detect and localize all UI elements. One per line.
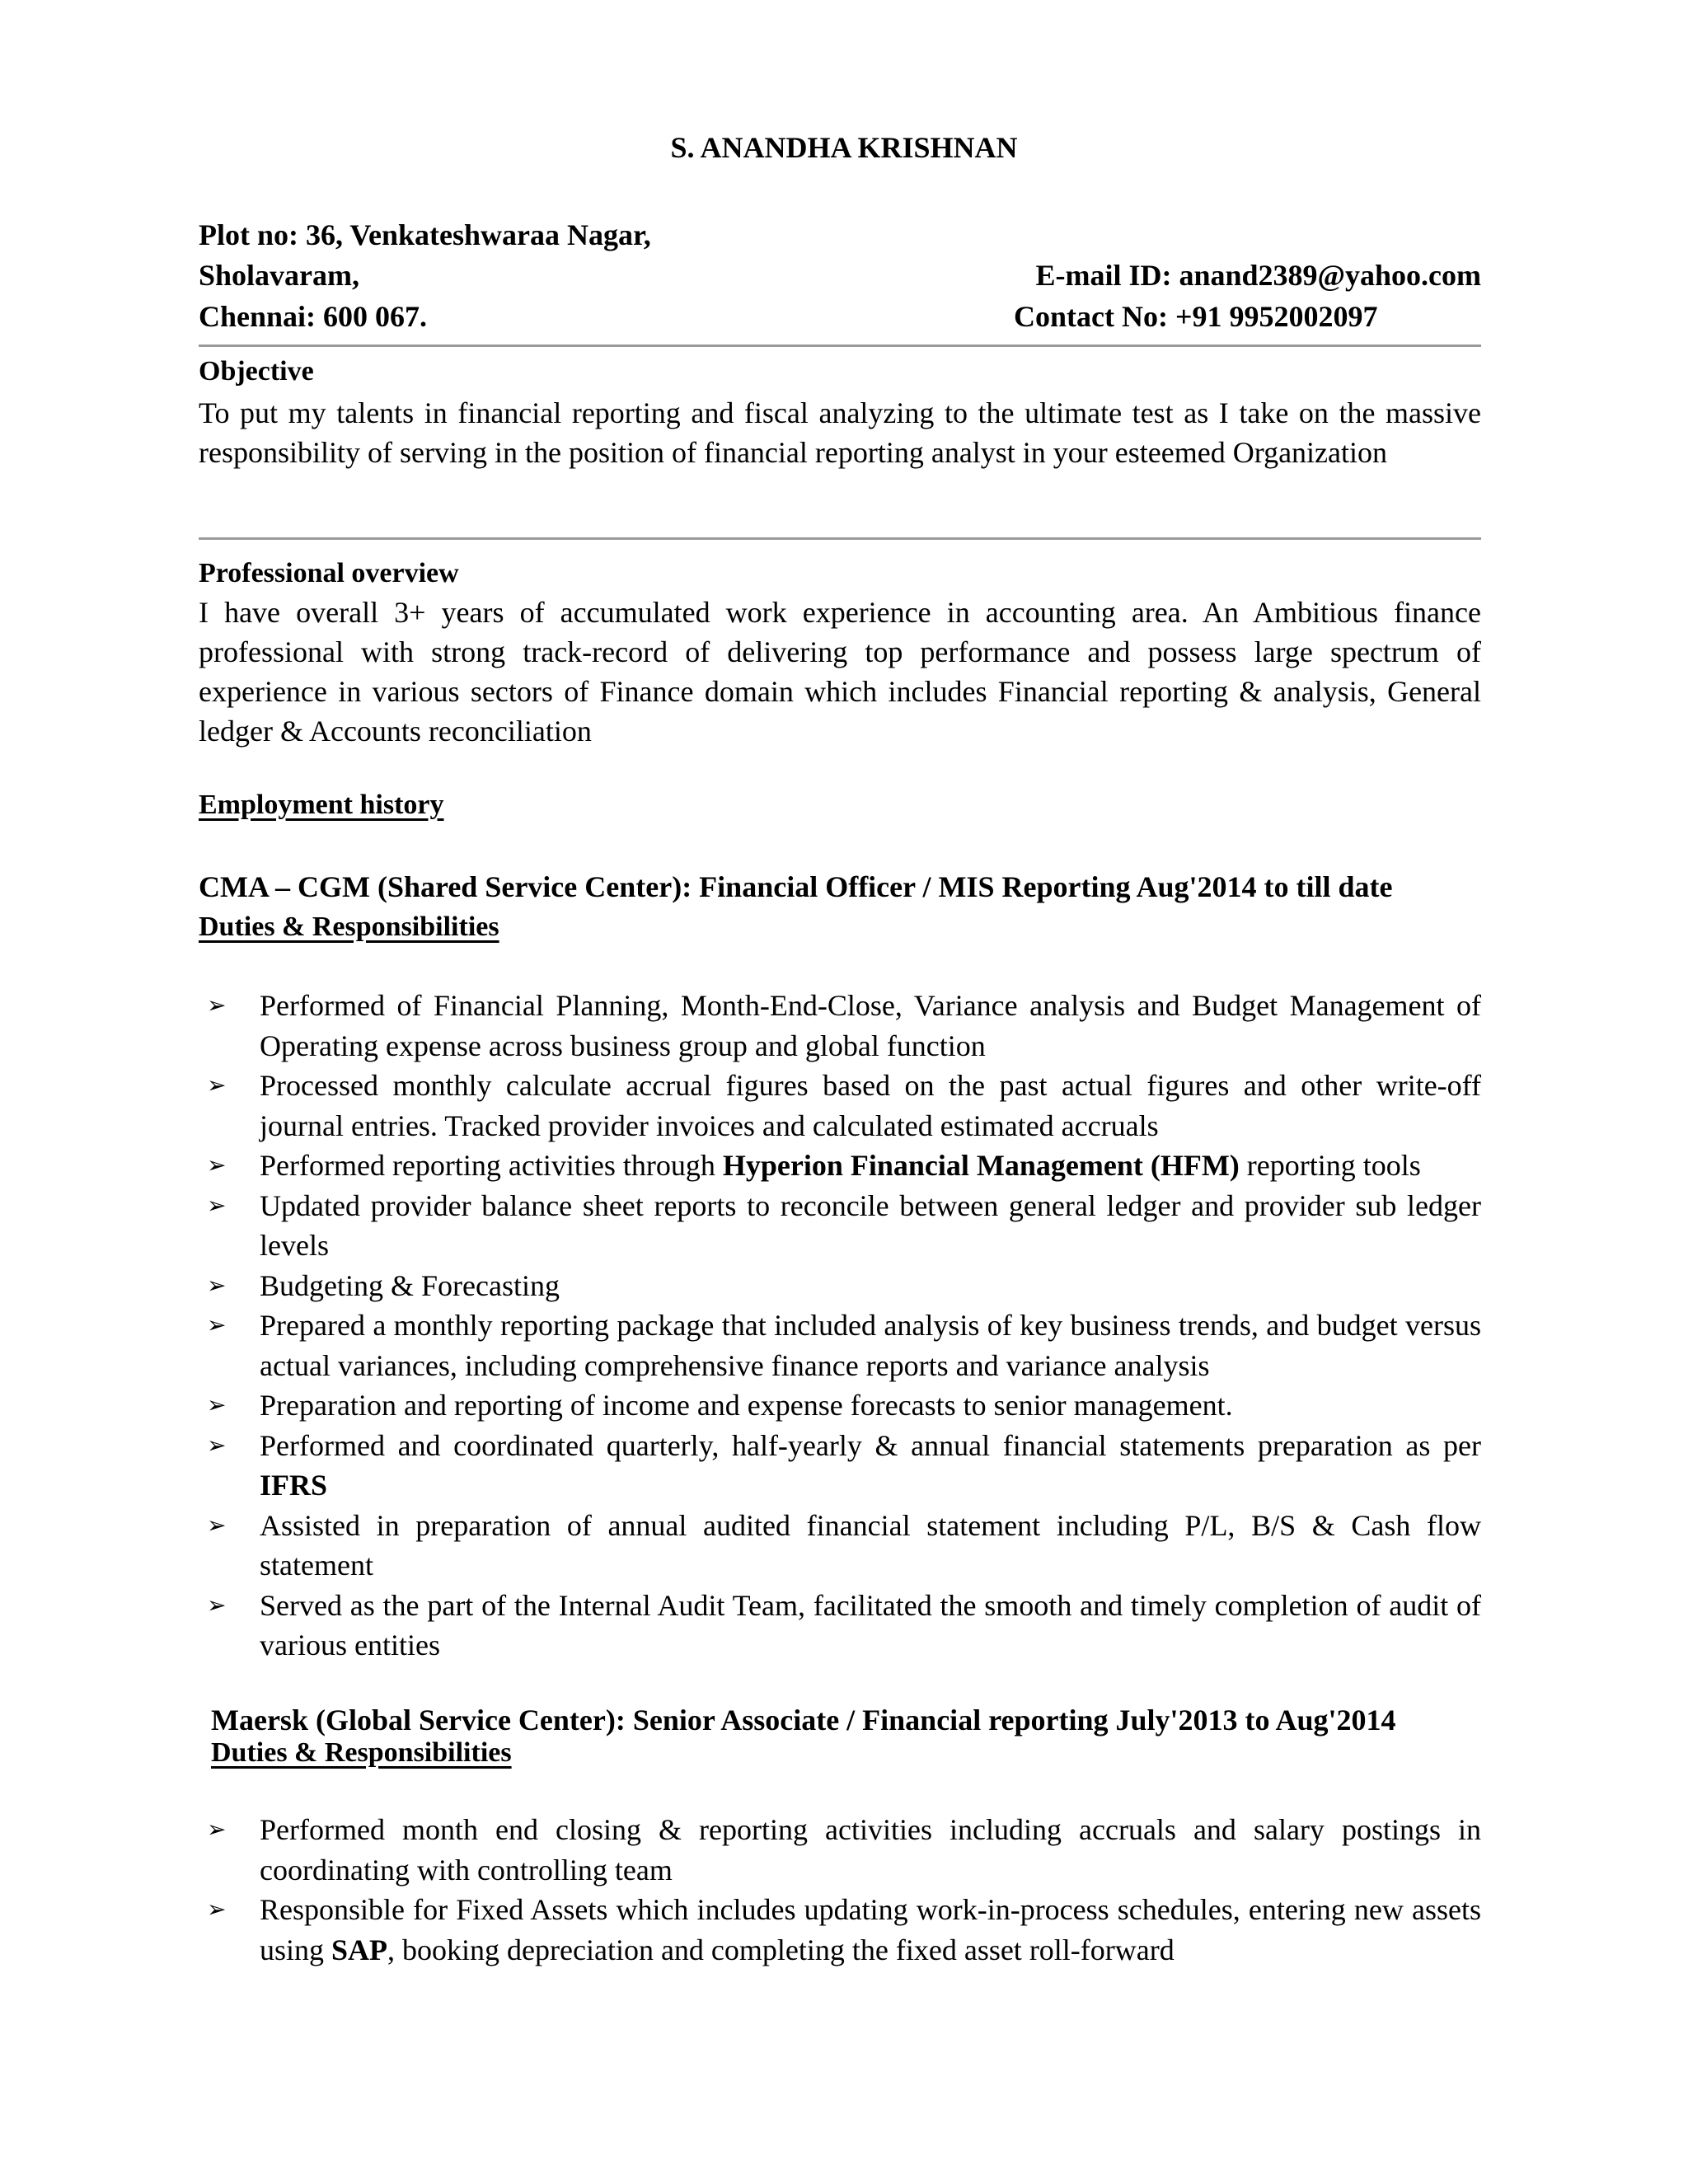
job2-duties-heading: Duties & Responsibilities [211,1737,512,1768]
overview-heading: Professional overview [199,558,459,588]
list-item: ➢ Performed of Financial Planning, Month-End-Close, Variance analysis and Budget Management of Operating expense across business group and global function [199,986,1481,1066]
contact-number: Contact No: +91 9952002097 [1014,300,1378,333]
job1-duties-list [199,986,1481,1666]
list-item: ➢ Updated provider balance sheet reports to reconcile between general ledger and provider sub ledger levels [199,1186,1481,1266]
arrow-bullet-icon: ➢ [207,1311,227,1338]
objective-text: To put my talents in financial reporting and fiscal analyzing to the ultimate test as I take on the massive responsibility of serving in the position of financial reporting analyst in your esteemed Organization [199,396,1481,469]
job1-duties-heading: Duties & Responsibilities [199,912,499,942]
arrow-bullet-icon: ➢ [207,1151,227,1179]
list-item: ➢ Budgeting & Forecasting [199,1266,1481,1306]
list-item: ➢ Processed monthly calculate accrual figures based on the past actual figures and other write-off journal entries. Tracked provider invoices and calculated estimated accruals [199,1066,1481,1146]
email-address: E-mail ID: anand2389@yahoo.com [1035,259,1481,292]
arrow-bullet-icon: ➢ [207,1271,227,1299]
arrow-bullet-icon: ➢ [207,1071,227,1099]
arrow-bullet-icon: ➢ [207,1896,227,1923]
arrow-bullet-icon: ➢ [207,991,227,1019]
list-item: ➢ Assisted in preparation of annual audited financial statement including P/L, B/S & Cash flow statement [199,1506,1481,1586]
job2-duties-list [199,1810,1481,1970]
overview-text: I have overall 3+ years of accumulated work experience in accounting area. An Ambitious finance professional with strong track-record of delivering top performance and possess large spectrum of experience in various sectors of Finance domain which includes Financial reporting & analysis, General ledger & Accounts reconciliation [199,596,1481,748]
address-line-3: Chennai: 600 067. [199,300,428,333]
list-item: ➢ Performed and coordinated quarterly, half-yearly & annual financial statements preparation as per IFRS [199,1426,1481,1506]
arrow-bullet-icon: ➢ [207,1591,227,1619]
job2-title: Maersk (Global Service Center): Senior Associate / Financial reporting July'2013 to Aug'2014 [211,1704,1396,1736]
employment-heading: Employment history [199,790,444,820]
arrow-bullet-icon: ➢ [207,1431,227,1459]
list-item: ➢ Responsible for Fixed Assets which includes updating work-in-process schedules, entering new assets using SAP, booking depreciation and completing the fixed asset roll-forward [199,1890,1481,1970]
list-item: ➢ Performed month end closing & reporting activities including accruals and salary postings in coordinating with controlling team [199,1810,1481,1890]
list-item: ➢ Preparation and reporting of income and expense forecasts to senior management. [199,1385,1481,1426]
list-item: ➢ Served as the part of the Internal Audit Team, facilitated the smooth and timely completion of audit of various entities [199,1586,1481,1666]
objective-divider [199,537,1481,540]
arrow-bullet-icon: ➢ [207,1391,227,1418]
arrow-bullet-icon: ➢ [207,1816,227,1843]
address-line-1: Plot no: 36, Venkateshwaraa Nagar, [199,218,651,251]
arrow-bullet-icon: ➢ [207,1511,227,1539]
objective-heading: Objective [199,356,314,387]
header-divider [199,344,1481,347]
address-line-2: Sholavaram, [199,259,360,292]
arrow-bullet-icon: ➢ [207,1191,227,1219]
list-item: ➢ Prepared a monthly reporting package that included analysis of key business trends, and budget versus actual variances, including comprehensive finance reports and variance analysis [199,1305,1481,1385]
list-item: ➢ Performed reporting activities through Hyperion Financial Management (HFM) reporting tools [199,1146,1481,1186]
job1-title: CMA – CGM (Shared Service Center): Financial Officer / MIS Reporting Aug'2014 to till date [199,870,1393,903]
candidate-name: S. ANANDHA KRISHNAN [670,131,1018,164]
